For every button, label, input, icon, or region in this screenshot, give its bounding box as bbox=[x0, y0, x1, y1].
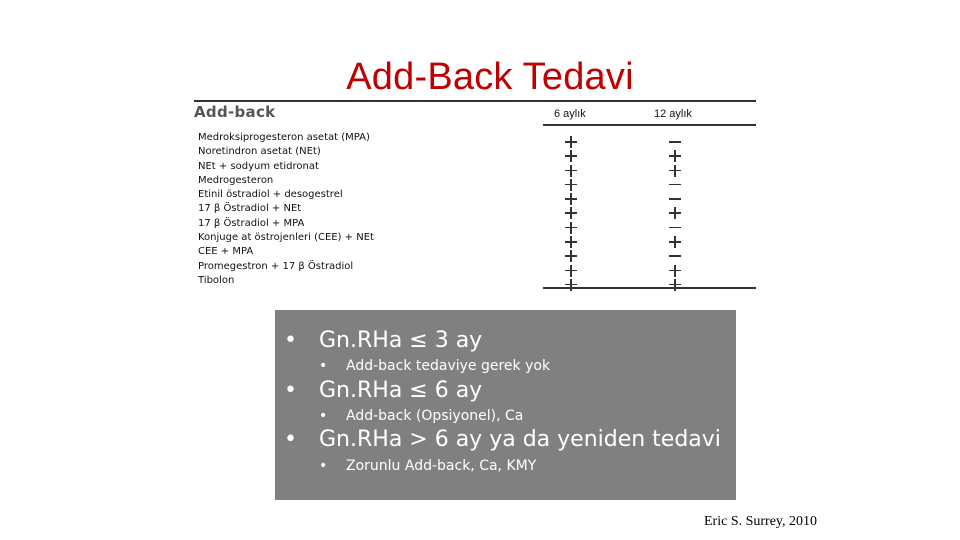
minus-mark bbox=[666, 221, 686, 235]
drug-name: Etinil östradiol + desogestrel bbox=[198, 189, 343, 201]
column-header-6-months: 6 aylık bbox=[554, 108, 586, 120]
plus-mark bbox=[666, 149, 686, 163]
plus-mark bbox=[562, 164, 582, 178]
column-header-12-months: 12 aylık bbox=[654, 108, 692, 120]
table-header-rule bbox=[543, 124, 756, 126]
plus-mark bbox=[666, 264, 686, 278]
plus-mark bbox=[562, 249, 582, 263]
plus-mark bbox=[562, 178, 582, 192]
table-header-label: Add-back bbox=[194, 103, 276, 121]
drug-name: 17 β Östradiol + MPA bbox=[198, 217, 305, 229]
sub-bullet-marker: • bbox=[319, 458, 328, 474]
slide-title: Add-Back Tedavi bbox=[346, 56, 634, 98]
bullet-gnrha-over-6: Gn.RHa > 6 ay ya da yeniden tedavi bbox=[319, 427, 721, 452]
sub-bullet-marker: • bbox=[319, 408, 328, 424]
bullet-marker: • bbox=[284, 328, 297, 353]
sub-bullet-marker: • bbox=[319, 358, 328, 374]
bullet-gnrha-6: Gn.RHa ≤ 6 ay bbox=[319, 378, 483, 403]
minus-mark bbox=[666, 178, 686, 192]
drug-name: Konjuge at östrojenleri (CEE) + NEt bbox=[198, 232, 374, 244]
drug-name: Promegestron + 17 β Östradiol bbox=[198, 260, 354, 272]
plus-mark bbox=[562, 149, 582, 163]
plus-mark bbox=[666, 164, 686, 178]
plus-mark bbox=[562, 264, 582, 278]
sub-bullet-gnrha-3: Add-back tedaviye gerek yok bbox=[346, 358, 551, 374]
plus-mark bbox=[562, 221, 582, 235]
plus-mark bbox=[562, 206, 582, 220]
column-6-month-results bbox=[562, 135, 582, 292]
minus-mark bbox=[666, 249, 686, 263]
bullet-marker: • bbox=[284, 378, 297, 403]
plus-mark bbox=[562, 192, 582, 206]
drug-name: Noretindron asetat (NEt) bbox=[198, 146, 321, 158]
bullet-gnrha-3: Gn.RHa ≤ 3 ay bbox=[319, 328, 483, 353]
drug-name: 17 β Östradiol + NEt bbox=[198, 203, 302, 215]
drug-name: NEt + sodyum etidronat bbox=[198, 160, 319, 172]
citation: Eric S. Surrey, 2010 bbox=[704, 514, 818, 529]
plus-mark bbox=[562, 235, 582, 249]
minus-mark bbox=[666, 135, 686, 149]
drug-name: Tibolon bbox=[198, 274, 235, 286]
drug-list bbox=[198, 131, 374, 288]
plus-mark bbox=[562, 135, 582, 149]
summary-box bbox=[275, 310, 736, 500]
drug-name: Medrogesteron bbox=[198, 174, 274, 186]
plus-mark bbox=[666, 235, 686, 249]
table-top-rule bbox=[194, 100, 756, 102]
column-12-month-results bbox=[666, 135, 686, 292]
addback-table bbox=[194, 99, 756, 291]
sub-bullet-gnrha-6: Add-back (Opsiyonel), Ca bbox=[346, 408, 524, 424]
sub-bullet-gnrha-over-6: Zorunlu Add-back, Ca, KMY bbox=[346, 458, 537, 474]
bullet-marker: • bbox=[284, 427, 297, 452]
plus-mark bbox=[562, 278, 582, 292]
table-bottom-rule bbox=[543, 287, 756, 289]
drug-name: CEE + MPA bbox=[198, 246, 254, 258]
minus-mark bbox=[666, 192, 686, 206]
drug-name: Medroksiprogesteron asetat (MPA) bbox=[198, 132, 370, 143]
plus-mark bbox=[666, 278, 686, 292]
plus-mark bbox=[666, 206, 686, 220]
